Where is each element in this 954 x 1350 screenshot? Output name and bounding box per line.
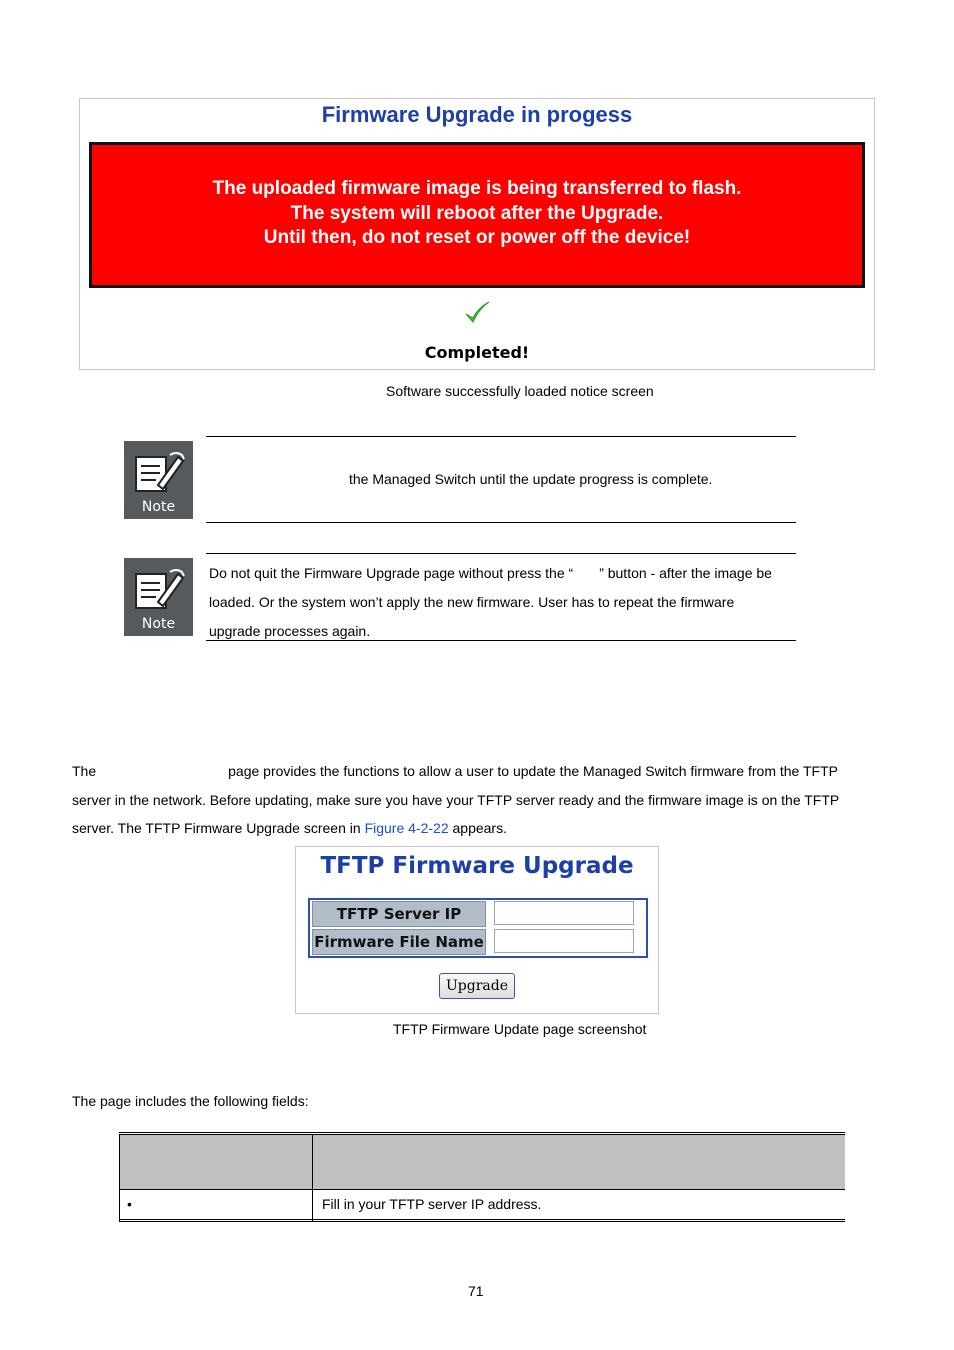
intro-paragraph [72,757,872,843]
note-icon [124,441,193,519]
table-row-description: Fill in your TFTP server IP address. [322,1196,542,1212]
intro-line-3a: server. The TFTP Firmware Upgrade screen in [72,820,361,836]
note-1-top-rule [206,436,796,437]
note-2-line-1b: ” button - after the image be [599,565,772,581]
firmware-upgrade-title: Firmware Upgrade in progess [321,102,633,127]
fields-intro: The page includes the following fields: [72,1093,309,1109]
intro-line-2: server in the network. Before updating, make sure you have your TFTP server ready and the firmware image is on the TFTP [72,791,840,808]
note-icon-label: Note [141,499,176,515]
firmware-file-name-input[interactable] [494,929,634,953]
intro-line-1b: page provides the functions to allow a user to update the Managed Switch firmware from the TFTP [228,763,838,779]
figure-caption-1: Software successfully loaded notice screen [386,383,654,399]
firmware-file-name-label: Firmware File Name [312,929,486,955]
figure-link[interactable]: Figure 4-2-22 [364,820,449,836]
note-2-line-1a: Do not quit the Firmware Upgrade page without press the “ [209,565,574,581]
note-2-line-2: loaded. Or the system won’t apply the new firmware. User has to repeat the firmware [209,594,735,610]
note-1-text: the Managed Switch until the update progress is complete. [349,471,713,487]
tftp-server-ip-input[interactable] [494,901,634,925]
table-left-edge [119,1135,120,1221]
warning-line-2: The system will reboot after the Upgrade. [290,202,664,224]
note-1-bottom-rule [206,522,796,523]
table-header-rule [119,1189,845,1190]
notepad-pen-icon [132,566,186,612]
table-column-divider [312,1135,313,1221]
figure-caption-2: TFTP Firmware Update page screenshot [393,1021,647,1037]
completed-status: Completed! [424,343,530,362]
note-2-line-3: upgrade processes again. [209,623,371,639]
tftp-upgrade-screenshot [295,846,659,1014]
table-header-row [119,1135,845,1189]
note-icon [124,558,193,636]
warning-line-1: The uploaded firmware image is being transferred to flash. [212,178,742,199]
page-number: 71 [468,1283,484,1299]
note-2-text [209,559,799,646]
tftp-upgrade-title: TFTP Firmware Upgrade [320,853,634,879]
checkmark-icon [463,299,491,327]
note-icon-label: Note [141,616,176,632]
intro-line-1a: The [72,763,97,779]
intro-line-3b: appears. [452,820,507,836]
warning-line-3: Until then, do not reset or power off the device! [263,227,691,248]
notepad-pen-icon [132,449,186,495]
firmware-upgrade-screenshot [79,98,875,370]
tftp-settings-table [308,898,648,958]
table-bottom-rule [119,1219,845,1222]
upgrade-button[interactable]: Upgrade [439,973,515,999]
upgrade-warning-text [92,177,862,251]
table-row-bullet: • [127,1196,132,1212]
note-2-top-rule [206,553,796,554]
tftp-server-ip-label: TFTP Server IP [312,901,486,927]
note-2-bottom-rule [206,640,796,641]
upgrade-warning-box [89,142,865,288]
